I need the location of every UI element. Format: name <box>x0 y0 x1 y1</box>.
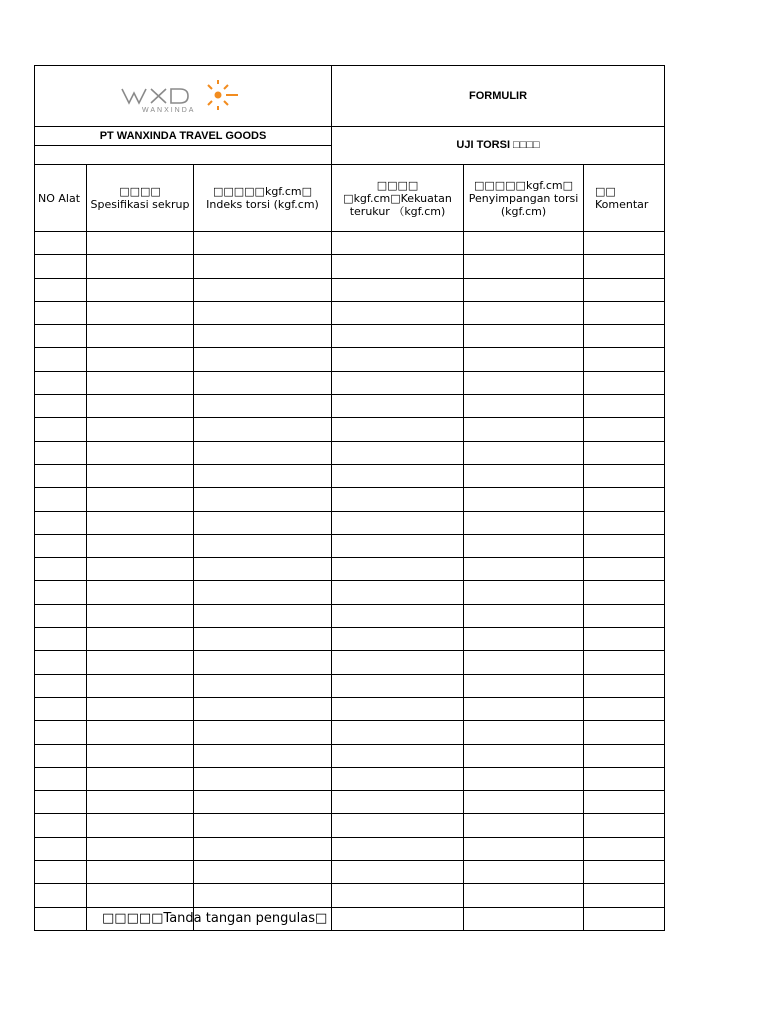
no-alat-cell[interactable] <box>35 744 87 767</box>
spesifikasi-cell[interactable] <box>87 464 194 487</box>
komentar-cell[interactable] <box>584 628 665 651</box>
table-row <box>35 861 665 884</box>
indeks-cell[interactable] <box>194 464 332 487</box>
table-row <box>35 301 665 324</box>
penyimpangan-cell[interactable] <box>464 488 584 511</box>
indeks-cell[interactable] <box>194 604 332 627</box>
penyimpangan-cell[interactable] <box>464 325 584 348</box>
penyimpangan-cell[interactable] <box>464 581 584 604</box>
kekuatan-cell[interactable] <box>332 837 464 860</box>
table-row <box>35 884 665 907</box>
table-row <box>35 371 665 394</box>
no-alat-cell[interactable] <box>35 232 87 255</box>
indeks-cell[interactable] <box>194 884 332 907</box>
spesifikasi-cell[interactable] <box>87 581 194 604</box>
indeks-cell[interactable] <box>194 371 332 394</box>
spesifikasi-cell[interactable] <box>87 301 194 324</box>
komentar-cell[interactable] <box>584 558 665 581</box>
komentar-cell[interactable] <box>584 604 665 627</box>
table-row <box>35 581 665 604</box>
indeks-cell[interactable] <box>194 814 332 837</box>
table-row <box>35 511 665 534</box>
penyimpangan-cell[interactable] <box>464 395 584 418</box>
komentar-cell[interactable] <box>584 418 665 441</box>
penyimpangan-cell[interactable] <box>464 371 584 394</box>
table-row <box>35 628 665 651</box>
penyimpangan-cell[interactable] <box>464 255 584 278</box>
header-penyimpangan-torsi: □□□□□kgf.cm□ Penyimpangan torsi (kgf.cm) <box>464 165 584 232</box>
company-spacer <box>35 146 332 165</box>
no-alat-cell[interactable] <box>35 814 87 837</box>
komentar-cell[interactable] <box>584 232 665 255</box>
sun-icon <box>208 80 238 110</box>
indeks-cell[interactable] <box>194 255 332 278</box>
komentar-cell[interactable] <box>584 488 665 511</box>
header-indeks-torsi: □□□□□kgf.cm□ Indeks torsi (kgf.cm) <box>194 165 332 232</box>
penyimpangan-cell[interactable] <box>464 791 584 814</box>
no-alat-cell[interactable] <box>35 255 87 278</box>
spesifikasi-cell[interactable] <box>87 441 194 464</box>
no-alat-cell[interactable] <box>35 325 87 348</box>
table-row <box>35 464 665 487</box>
spesifikasi-cell[interactable] <box>87 861 194 884</box>
penyimpangan-cell[interactable] <box>464 861 584 884</box>
penyimpangan-cell[interactable] <box>464 278 584 301</box>
spesifikasi-cell[interactable] <box>87 884 194 907</box>
table-row <box>35 488 665 511</box>
spesifikasi-cell[interactable] <box>87 278 194 301</box>
komentar-cell[interactable] <box>584 697 665 720</box>
no-alat-cell[interactable] <box>35 348 87 371</box>
komentar-cell[interactable] <box>584 371 665 394</box>
komentar-cell[interactable] <box>584 814 665 837</box>
table-row <box>35 232 665 255</box>
penyimpangan-cell[interactable] <box>464 697 584 720</box>
form-subtitle: UJI TORSI □□□□ <box>332 127 665 165</box>
indeks-cell[interactable] <box>194 232 332 255</box>
no-alat-cell[interactable] <box>35 604 87 627</box>
komentar-cell[interactable] <box>584 767 665 790</box>
spesifikasi-cell[interactable] <box>87 767 194 790</box>
spesifikasi-cell[interactable] <box>87 791 194 814</box>
header-komentar: □□ Komentar <box>584 165 665 232</box>
torque-test-form-table <box>34 65 665 931</box>
indeks-cell[interactable] <box>194 441 332 464</box>
kekuatan-cell[interactable] <box>332 301 464 324</box>
penyimpangan-cell[interactable] <box>464 721 584 744</box>
penyimpangan-cell[interactable] <box>464 744 584 767</box>
penyimpangan-cell[interactable] <box>464 767 584 790</box>
spesifikasi-cell[interactable] <box>87 325 194 348</box>
komentar-cell[interactable] <box>584 651 665 674</box>
spesifikasi-cell[interactable] <box>87 534 194 557</box>
table-row <box>35 325 665 348</box>
kekuatan-cell[interactable] <box>332 488 464 511</box>
table-row <box>35 255 665 278</box>
kekuatan-cell[interactable] <box>332 581 464 604</box>
komentar-cell[interactable] <box>584 907 665 930</box>
komentar-cell[interactable] <box>584 721 665 744</box>
indeks-cell[interactable] <box>194 628 332 651</box>
indeks-cell[interactable] <box>194 511 332 534</box>
table-row <box>35 558 665 581</box>
kekuatan-cell[interactable] <box>332 674 464 697</box>
penyimpangan-cell[interactable] <box>464 604 584 627</box>
penyimpangan-cell[interactable] <box>464 884 584 907</box>
indeks-cell[interactable] <box>194 418 332 441</box>
no-alat-cell[interactable] <box>35 511 87 534</box>
komentar-cell[interactable] <box>584 255 665 278</box>
penyimpangan-cell[interactable] <box>464 301 584 324</box>
spesifikasi-cell[interactable] <box>87 721 194 744</box>
penyimpangan-cell[interactable] <box>464 232 584 255</box>
spesifikasi-cell[interactable] <box>87 837 194 860</box>
table-row <box>35 418 665 441</box>
kekuatan-cell[interactable] <box>332 464 464 487</box>
no-alat-cell[interactable] <box>35 837 87 860</box>
indeks-cell[interactable] <box>194 744 332 767</box>
kekuatan-cell[interactable] <box>332 232 464 255</box>
indeks-cell[interactable] <box>194 697 332 720</box>
penyimpangan-cell[interactable] <box>464 558 584 581</box>
table-row <box>35 767 665 790</box>
table-row <box>35 674 665 697</box>
table-row <box>35 278 665 301</box>
no-alat-cell[interactable] <box>35 395 87 418</box>
komentar-cell[interactable] <box>584 837 665 860</box>
indeks-cell[interactable] <box>194 721 332 744</box>
spesifikasi-cell[interactable] <box>87 371 194 394</box>
kekuatan-cell[interactable] <box>332 534 464 557</box>
kekuatan-cell[interactable] <box>332 744 464 767</box>
spesifikasi-cell[interactable] <box>87 651 194 674</box>
kekuatan-cell[interactable] <box>332 604 464 627</box>
header-kekuatan-terukur: □□□□ □kgf.cm□Kekuatan terukur （kgf.cm) <box>332 165 464 232</box>
reviewer-signature-label: □□□□□Tanda tangan pengulas□ <box>102 911 328 926</box>
kekuatan-cell[interactable] <box>332 907 464 930</box>
form-title: FORMULIR <box>332 66 665 127</box>
penyimpangan-cell[interactable] <box>464 418 584 441</box>
penyimpangan-cell[interactable] <box>464 348 584 371</box>
kekuatan-cell[interactable] <box>332 697 464 720</box>
penyimpangan-cell[interactable] <box>464 628 584 651</box>
spesifikasi-cell[interactable] <box>87 697 194 720</box>
spesifikasi-cell[interactable] <box>87 418 194 441</box>
kekuatan-cell[interactable] <box>332 255 464 278</box>
kekuatan-cell[interactable] <box>332 278 464 301</box>
indeks-cell[interactable] <box>194 325 332 348</box>
kekuatan-cell[interactable] <box>332 791 464 814</box>
no-alat-cell[interactable] <box>35 534 87 557</box>
penyimpangan-cell[interactable] <box>464 534 584 557</box>
table-row <box>35 837 665 860</box>
indeks-cell[interactable] <box>194 791 332 814</box>
indeks-cell[interactable] <box>194 581 332 604</box>
indeks-cell[interactable] <box>194 767 332 790</box>
header-no-alat: NO Alat <box>35 165 87 232</box>
spesifikasi-cell[interactable] <box>87 511 194 534</box>
table-row <box>35 814 665 837</box>
indeks-cell[interactable] <box>194 674 332 697</box>
company-logo <box>35 66 331 126</box>
no-alat-cell[interactable] <box>35 884 87 907</box>
no-alat-cell[interactable] <box>35 651 87 674</box>
komentar-cell[interactable] <box>584 348 665 371</box>
table-row <box>35 395 665 418</box>
no-alat-cell[interactable] <box>35 721 87 744</box>
no-alat-cell[interactable] <box>35 371 87 394</box>
kekuatan-cell[interactable] <box>332 884 464 907</box>
spesifikasi-cell[interactable] <box>87 744 194 767</box>
indeks-cell[interactable] <box>194 837 332 860</box>
komentar-cell[interactable] <box>584 744 665 767</box>
spesifikasi-cell[interactable] <box>87 674 194 697</box>
table-row <box>35 744 665 767</box>
spesifikasi-cell[interactable] <box>87 232 194 255</box>
penyimpangan-cell[interactable] <box>464 651 584 674</box>
kekuatan-cell[interactable] <box>332 767 464 790</box>
kekuatan-cell[interactable] <box>332 558 464 581</box>
indeks-cell[interactable] <box>194 651 332 674</box>
komentar-cell[interactable] <box>584 325 665 348</box>
no-alat-cell[interactable] <box>35 674 87 697</box>
kekuatan-cell[interactable] <box>332 418 464 441</box>
komentar-cell[interactable] <box>584 884 665 907</box>
no-alat-cell[interactable] <box>35 418 87 441</box>
penyimpangan-cell[interactable] <box>464 674 584 697</box>
kekuatan-cell[interactable] <box>332 511 464 534</box>
spesifikasi-cell[interactable] <box>87 488 194 511</box>
indeks-cell[interactable] <box>194 861 332 884</box>
no-alat-cell[interactable] <box>35 791 87 814</box>
komentar-cell[interactable] <box>584 791 665 814</box>
indeks-cell[interactable] <box>194 278 332 301</box>
indeks-cell[interactable] <box>194 395 332 418</box>
no-alat-cell[interactable] <box>35 464 87 487</box>
column-header-row <box>35 165 665 232</box>
spesifikasi-cell[interactable] <box>87 255 194 278</box>
penyimpangan-cell[interactable] <box>464 511 584 534</box>
indeks-cell[interactable] <box>194 348 332 371</box>
table-row <box>35 441 665 464</box>
spesifikasi-cell[interactable] <box>87 348 194 371</box>
komentar-cell[interactable] <box>584 674 665 697</box>
company-name: PT WANXINDA TRAVEL GOODS <box>35 127 332 146</box>
indeks-cell[interactable] <box>194 558 332 581</box>
kekuatan-cell[interactable] <box>332 721 464 744</box>
indeks-cell[interactable] <box>194 301 332 324</box>
no-alat-cell[interactable] <box>35 907 87 930</box>
penyimpangan-cell[interactable] <box>464 464 584 487</box>
penyimpangan-cell[interactable] <box>464 837 584 860</box>
spesifikasi-cell[interactable] <box>87 558 194 581</box>
table-row <box>35 348 665 371</box>
penyimpangan-cell[interactable] <box>464 441 584 464</box>
no-alat-cell[interactable] <box>35 861 87 884</box>
spesifikasi-cell[interactable] <box>87 814 194 837</box>
spesifikasi-cell[interactable] <box>87 395 194 418</box>
no-alat-cell[interactable] <box>35 767 87 790</box>
komentar-cell[interactable] <box>584 464 665 487</box>
table-row <box>35 721 665 744</box>
no-alat-cell[interactable] <box>35 278 87 301</box>
header-spesifikasi-sekrup: □□□□ Spesifikasi sekrup <box>87 165 194 232</box>
penyimpangan-cell[interactable] <box>464 814 584 837</box>
no-alat-cell[interactable] <box>35 558 87 581</box>
kekuatan-cell[interactable] <box>332 325 464 348</box>
kekuatan-cell[interactable] <box>332 371 464 394</box>
no-alat-cell[interactable] <box>35 628 87 651</box>
no-alat-cell[interactable] <box>35 488 87 511</box>
table-row <box>35 697 665 720</box>
kekuatan-cell[interactable] <box>332 814 464 837</box>
indeks-cell[interactable] <box>194 488 332 511</box>
kekuatan-cell[interactable] <box>332 628 464 651</box>
kekuatan-cell[interactable] <box>332 651 464 674</box>
table-row <box>35 604 665 627</box>
kekuatan-cell[interactable] <box>332 395 464 418</box>
kekuatan-cell[interactable] <box>332 348 464 371</box>
spesifikasi-cell[interactable] <box>87 628 194 651</box>
wanxinda-logo <box>120 79 246 113</box>
komentar-cell[interactable] <box>584 395 665 418</box>
komentar-cell[interactable] <box>584 511 665 534</box>
komentar-cell[interactable] <box>584 861 665 884</box>
table-row <box>35 534 665 557</box>
komentar-cell[interactable] <box>584 441 665 464</box>
komentar-cell[interactable] <box>584 534 665 557</box>
komentar-cell[interactable] <box>584 581 665 604</box>
table-row <box>35 791 665 814</box>
table-row <box>35 651 665 674</box>
no-alat-cell[interactable] <box>35 301 87 324</box>
kekuatan-cell[interactable] <box>332 441 464 464</box>
no-alat-cell[interactable] <box>35 697 87 720</box>
indeks-cell[interactable] <box>194 534 332 557</box>
komentar-cell[interactable] <box>584 278 665 301</box>
penyimpangan-cell[interactable] <box>464 907 584 930</box>
no-alat-cell[interactable] <box>35 581 87 604</box>
no-alat-cell[interactable] <box>35 441 87 464</box>
spesifikasi-cell[interactable] <box>87 604 194 627</box>
kekuatan-cell[interactable] <box>332 861 464 884</box>
komentar-cell[interactable] <box>584 301 665 324</box>
svg-text:WANXINDA: WANXINDA <box>142 107 196 113</box>
logo-cell <box>35 66 332 127</box>
